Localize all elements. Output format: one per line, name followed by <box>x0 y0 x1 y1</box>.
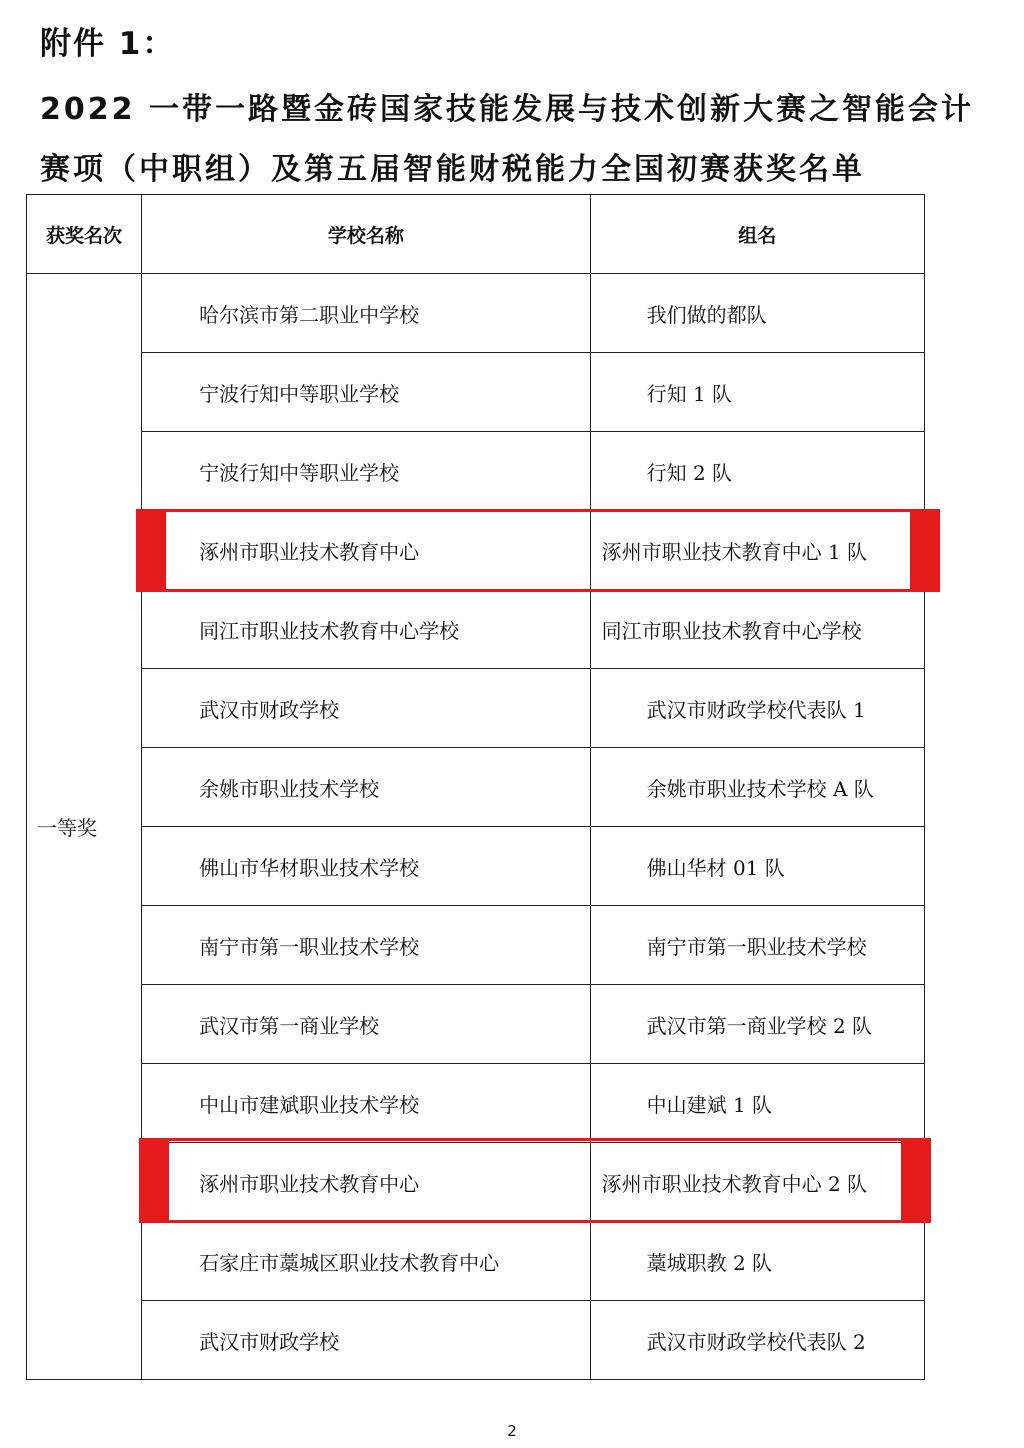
team-name: 武汉市财政学校代表队 1 <box>590 669 924 748</box>
team-name: 南宁市第一职业技术学校 <box>590 906 924 985</box>
table-row <box>27 274 925 353</box>
school-name: 南宁市第一职业技术学校 <box>142 906 590 985</box>
school-name: 余姚市职业技术学校 <box>142 748 590 827</box>
team-name: 佛山华材 01 队 <box>590 827 924 906</box>
document-title-line-2: 赛项（中职组）及第五届智能财税能力全国初赛获奖名单 <box>40 152 865 187</box>
header-school: 学校名称 <box>142 195 590 274</box>
school-name: 涿州市职业技术教育中心 <box>142 1143 590 1222</box>
table-row <box>27 353 925 432</box>
award-table <box>26 194 925 1380</box>
team-name: 武汉市财政学校代表队 2 <box>590 1301 924 1380</box>
team-name: 藁城职教 2 队 <box>590 1222 924 1301</box>
header-team: 组名 <box>590 195 924 274</box>
team-name: 行知 2 队 <box>590 432 924 511</box>
school-name: 中山市建斌职业技术学校 <box>142 1064 590 1143</box>
team-name: 我们做的都队 <box>590 274 924 353</box>
page-number: 2 <box>507 1422 517 1440</box>
team-name: 中山建斌 1 队 <box>590 1064 924 1143</box>
school-name: 武汉市财政学校 <box>142 1301 590 1380</box>
table-row <box>27 985 925 1064</box>
team-name: 涿州市职业技术教育中心 2 队 <box>590 1143 924 1222</box>
team-name: 行知 1 队 <box>590 353 924 432</box>
school-name: 武汉市财政学校 <box>142 669 590 748</box>
table-row <box>27 906 925 985</box>
school-name: 石家庄市藁城区职业技术教育中心 <box>142 1222 590 1301</box>
school-name: 同江市职业技术教育中心学校 <box>142 590 590 669</box>
team-name: 同江市职业技术教育中心学校 <box>590 590 924 669</box>
table-row <box>27 590 925 669</box>
team-name: 武汉市第一商业学校 2 队 <box>590 985 924 1064</box>
team-name: 涿州市职业技术教育中心 1 队 <box>590 511 924 590</box>
table-row <box>27 1301 925 1380</box>
school-name: 宁波行知中等职业学校 <box>142 353 590 432</box>
attachment-label: 附件 1： <box>40 26 176 62</box>
document-title-line-1: 2022 一带一路暨金砖国家技能发展与技术创新大赛之智能会计 <box>40 92 974 127</box>
table-row <box>27 748 925 827</box>
table-header-row <box>27 195 925 274</box>
table-row <box>27 511 925 590</box>
table-row <box>27 669 925 748</box>
table-row <box>27 432 925 511</box>
school-name: 涿州市职业技术教育中心 <box>142 511 590 590</box>
table-row <box>27 1143 925 1222</box>
school-name: 哈尔滨市第二职业中学校 <box>142 274 590 353</box>
award-group-first-prize: 一等奖 <box>27 274 142 1380</box>
table-row <box>27 1064 925 1143</box>
team-name: 余姚市职业技术学校 A 队 <box>590 748 924 827</box>
school-name: 佛山市华材职业技术学校 <box>142 827 590 906</box>
school-name: 武汉市第一商业学校 <box>142 985 590 1064</box>
table-row <box>27 1222 925 1301</box>
header-rank: 获奖名次 <box>27 195 142 274</box>
school-name: 宁波行知中等职业学校 <box>142 432 590 511</box>
table-row <box>27 827 925 906</box>
